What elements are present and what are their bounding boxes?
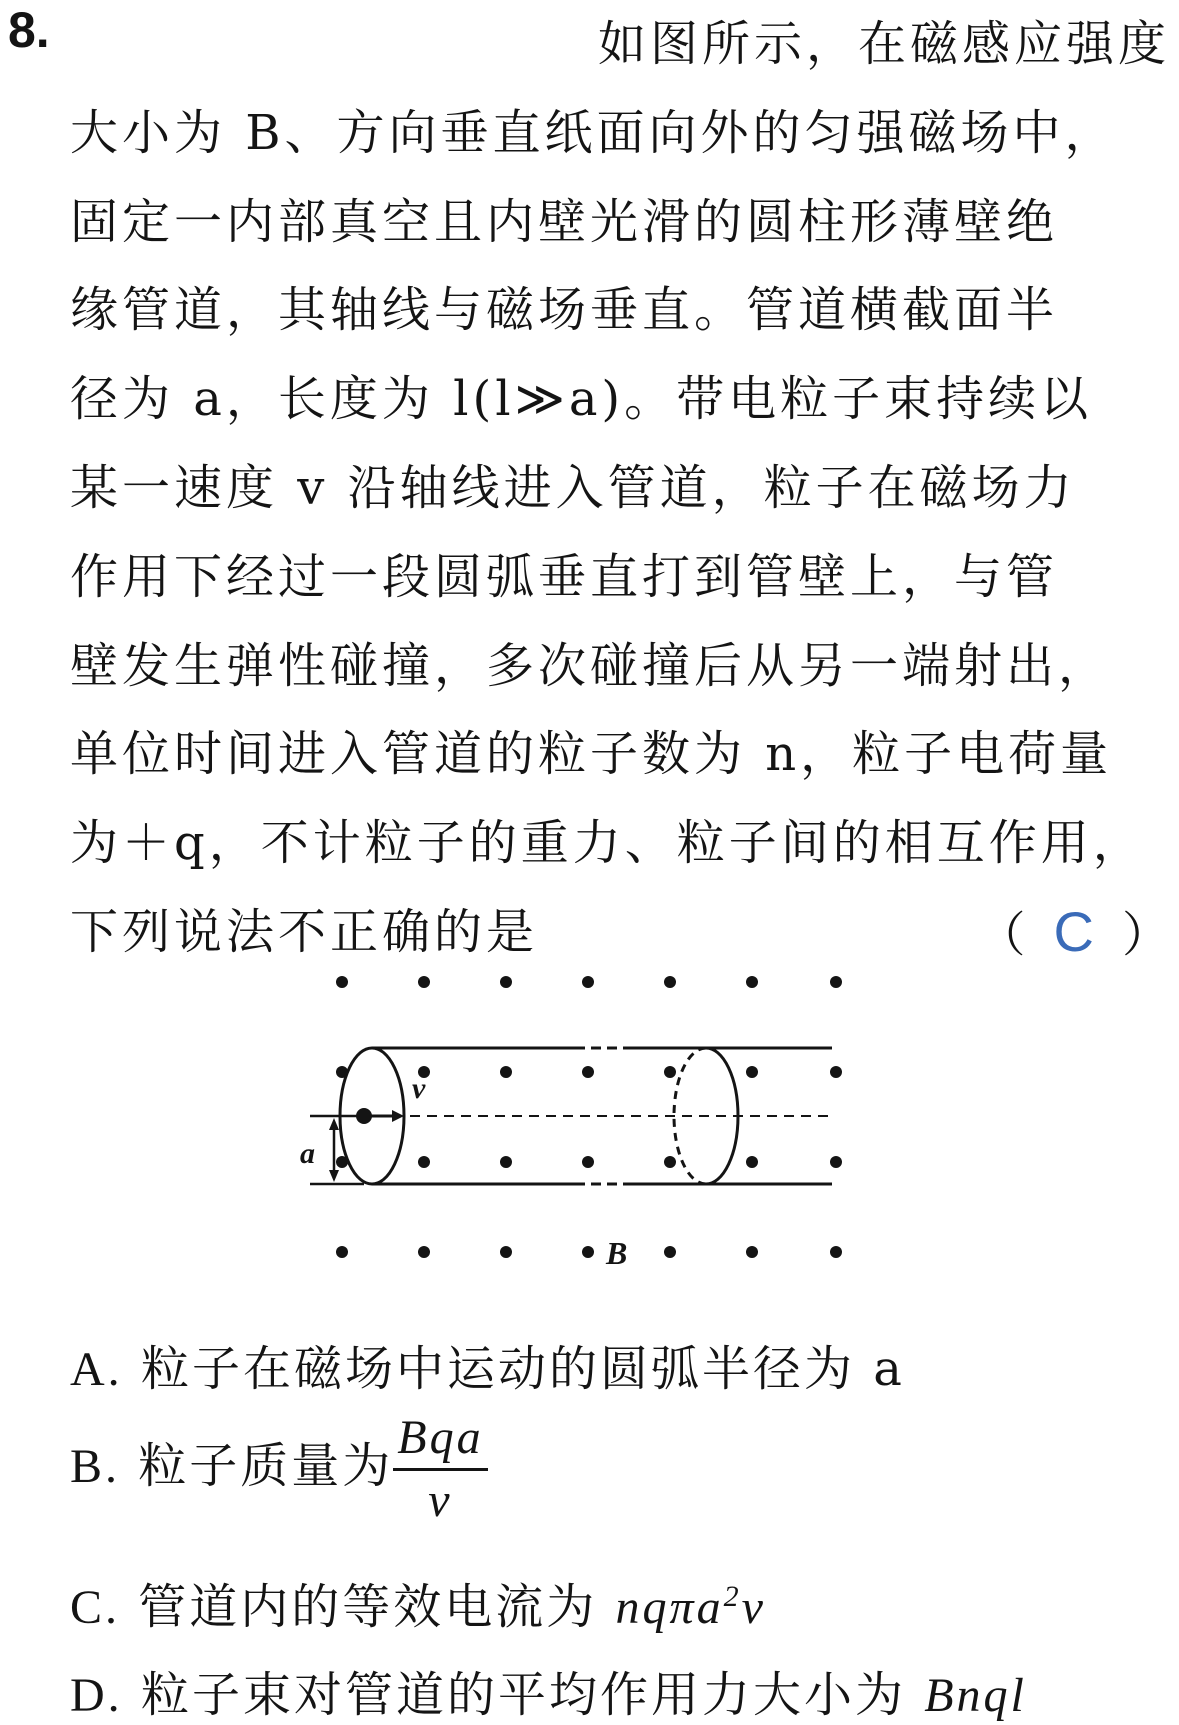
stem-line-4: 缘管道，其轴线与磁场垂直。管道横截面半 xyxy=(70,282,1059,339)
stem-line-1: 如图所示，在磁感应强度 xyxy=(597,16,1170,72)
stem-line-9: 单位时间进入管道的粒子数为 n，粒子电荷量 xyxy=(70,726,1113,783)
option-c xyxy=(70,1568,766,1637)
answer-bracket xyxy=(978,888,1170,980)
option-b-numerator: Bqa xyxy=(393,1408,487,1471)
option-d-text: 粒子束对管道的平均作用力大小为 xyxy=(140,1667,925,1723)
stem-line-10: 为＋q，不计粒子的重力、粒子间的相互作用， xyxy=(70,815,1145,872)
option-c-expression-tail: v xyxy=(741,1581,766,1634)
field-dots-top xyxy=(336,976,842,988)
stem-line-3: 固定一内部真空且内壁光滑的圆柱形薄壁绝 xyxy=(70,193,1059,250)
option-b-text: 粒子质量为 xyxy=(138,1438,394,1494)
option-b xyxy=(70,1408,488,1531)
velocity-label: v xyxy=(412,1072,426,1105)
option-a-label: A. xyxy=(70,1343,123,1396)
question-number: 8. xyxy=(8,2,50,58)
field-dots-bottom xyxy=(336,1246,842,1258)
option-d xyxy=(70,1656,1027,1725)
stem-line-11-text: 下列说法不正确的是 xyxy=(70,903,539,960)
option-a-text: 粒子在磁场中运动的圆弧半径为 a xyxy=(140,1341,905,1397)
option-c-exponent: 2 xyxy=(723,1580,742,1613)
answer-close-paren: ） xyxy=(1121,906,1170,963)
answer-open-paren: （ xyxy=(977,906,1026,963)
stem-line-6: 某一速度 v 沿轴线进入管道，粒子在磁场力 xyxy=(70,459,1076,516)
question-stem xyxy=(70,0,1170,977)
option-d-label: D. xyxy=(70,1669,123,1722)
option-c-text: 管道内的等效电流为 xyxy=(138,1579,616,1635)
option-a xyxy=(70,1330,905,1399)
stem-line-7: 作用下经过一段圆弧垂直打到管壁上，与管 xyxy=(70,548,1059,605)
field-label: B xyxy=(606,1235,628,1271)
magnetic-field-pipe-diagram xyxy=(300,960,940,1320)
option-b-denominator: v xyxy=(428,1474,453,1527)
answer-letter: C xyxy=(1053,899,1094,963)
option-c-expression: nqπa xyxy=(615,1581,724,1634)
option-b-fraction xyxy=(393,1408,487,1531)
option-b-label: B. xyxy=(70,1440,121,1493)
radius-label: a xyxy=(300,1137,315,1170)
option-c-label: C. xyxy=(70,1581,121,1634)
option-d-expression: Bnql xyxy=(924,1669,1027,1722)
stem-line-8: 壁发生弹性碰撞，多次碰撞后从另一端射出， xyxy=(70,637,1111,694)
stem-line-5: 径为 a，长度为 l(l≫a)。带电粒子束持续以 xyxy=(70,371,1093,428)
stem-line-2: 大小为 B、方向垂直纸面向外的匀强磁场中， xyxy=(70,104,1117,161)
